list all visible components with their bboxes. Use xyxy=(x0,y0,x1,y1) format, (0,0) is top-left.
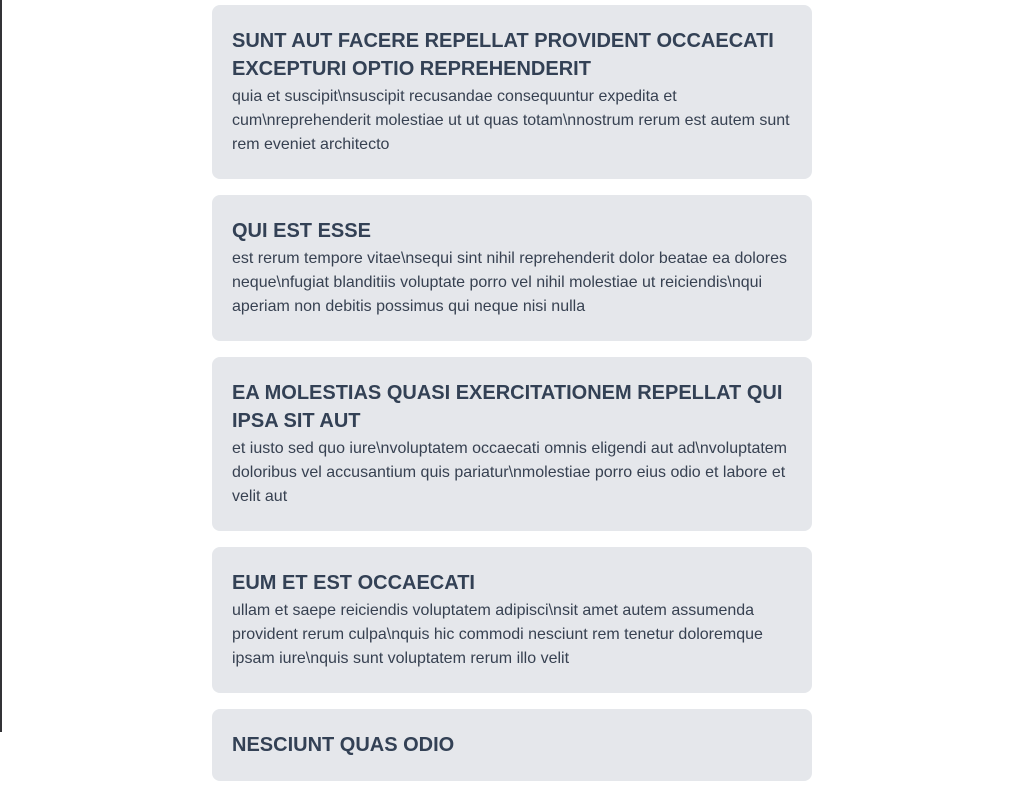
post-card xyxy=(212,709,812,781)
post-title: NESCIUNT QUAS ODIO xyxy=(232,734,455,756)
post-card xyxy=(212,357,812,531)
post-body: est rerum tempore vitae\nsequi sint nihil reprehenderit dolor beatae ea dolores neque\nfugiat blanditiis voluptate porro vel nihil molestiae ut reiciendis\nqui aperiam non debitis possimus qui neque nisi nulla xyxy=(232,250,787,315)
post-title: SUNT AUT FACERE REPELLAT PROVIDENT OCCAECATI EXCEPTURI OPTIO REPREHENDERIT xyxy=(232,30,774,80)
post-card xyxy=(212,5,812,179)
post-body: ullam et saepe reiciendis voluptatem adipisci\nsit amet autem assumenda provident rerum culpa\nquis hic commodi nesciunt rem tenetur doloremque ipsam iure\nquis sunt voluptatem rerum illo velit xyxy=(232,602,763,667)
post-card xyxy=(212,547,812,693)
posts-list xyxy=(212,5,812,797)
post-title: QUI EST ESSE xyxy=(232,220,371,242)
post-card xyxy=(212,195,812,341)
post-title: EUM ET EST OCCAECATI xyxy=(232,572,475,594)
post-body: et iusto sed quo iure\nvoluptatem occaecati omnis eligendi aut ad\nvoluptatem doloribus vel accusantium quis pariatur\nmolestiae porro eius odio et labore et velit aut xyxy=(232,440,788,505)
window-left-edge xyxy=(0,0,2,732)
post-title: EA MOLESTIAS QUASI EXERCITATIONEM REPELLAT QUI IPSA SIT AUT xyxy=(232,382,783,432)
post-body: quia et suscipit\nsuscipit recusandae consequuntur expedita et cum\nreprehenderit molestiae ut ut quas totam\nnostrum rerum est autem sunt rem eveniet architecto xyxy=(232,88,790,153)
